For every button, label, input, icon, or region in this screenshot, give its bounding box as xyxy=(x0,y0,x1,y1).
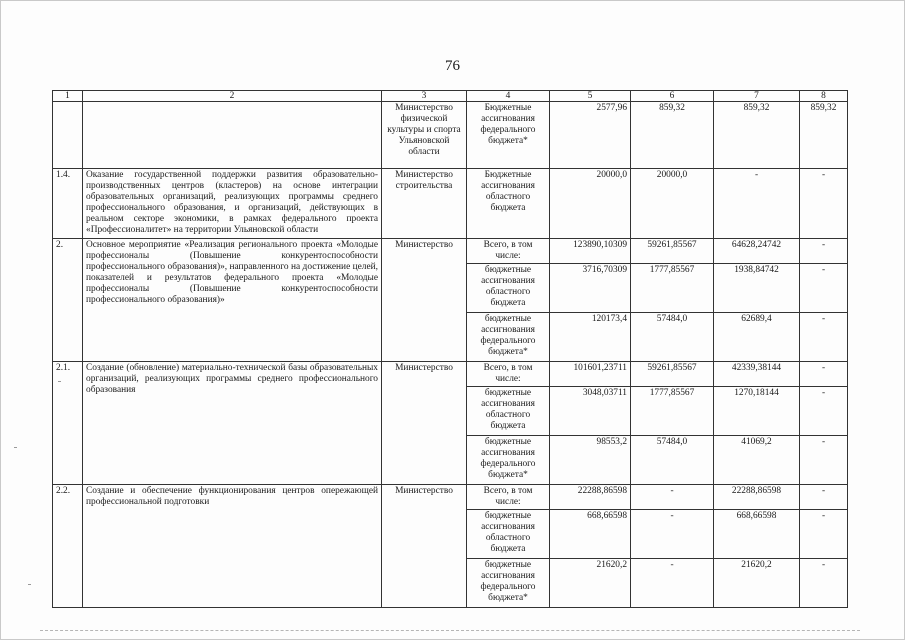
value-col5: 20000,0 xyxy=(550,169,631,239)
row-number xyxy=(53,102,83,169)
row-number: 2.2. xyxy=(53,485,83,608)
table-row xyxy=(53,239,848,264)
row-executor: Министерство строительства xyxy=(382,169,467,239)
value-col6: 57484,0 xyxy=(631,436,714,485)
value-col6: 57484,0 xyxy=(631,313,714,362)
value-col6: 1777,85567 xyxy=(631,264,714,313)
value-col6: 859,32 xyxy=(631,102,714,169)
funding-source: Всего, в том числе: xyxy=(467,239,550,264)
value-col8: - xyxy=(800,436,848,485)
value-col8: - xyxy=(800,313,848,362)
scan-speck xyxy=(14,447,17,448)
column-header-4: 4 xyxy=(467,91,550,102)
value-col8: - xyxy=(800,362,848,387)
row-name: Оказание государственной поддержки развития образовательно-производственных центров (кластеров) на основе интеграции образовательных организаций, реализующих программы среднего профессионального образования, и организаций, действующих в реальном секторе экономики, в рамках федерального проекта «Профессионалитет» на территории Ульяновской области xyxy=(83,169,382,239)
row-number: 1.4. xyxy=(53,169,83,239)
row-name: Основное мероприятие «Реализация регионального проекта «Молодые профессионалы (Повышение конкурентоспособности профессионального образования)», направленного на достижение целей, показателей и результатов федерального проекта «Молодые профессионалы (Повышение конкурентоспособности профессионального образования)» xyxy=(83,239,382,362)
value-col7: 62689,4 xyxy=(714,313,800,362)
value-col6: 20000,0 xyxy=(631,169,714,239)
table-row xyxy=(53,485,848,510)
column-header-3: 3 xyxy=(382,91,467,102)
funding-source: Бюджетные ассигнования федерального бюджета* xyxy=(467,102,550,169)
value-col5: 21620,2 xyxy=(550,559,631,608)
value-col5: 3048,03711 xyxy=(550,387,631,436)
row-name xyxy=(83,102,382,169)
value-col7: 859,32 xyxy=(714,102,800,169)
column-header-1: 1 xyxy=(53,91,83,102)
funding-source: бюджетные ассигнования федерального бюджета* xyxy=(467,559,550,608)
header-row xyxy=(53,91,848,102)
value-col5: 123890,10309 xyxy=(550,239,631,264)
funding-source: Всего, в том числе: xyxy=(467,485,550,510)
value-col5: 120173,4 xyxy=(550,313,631,362)
row-executor: Министерство xyxy=(382,485,467,608)
value-col7: - xyxy=(714,169,800,239)
value-col6: 59261,85567 xyxy=(631,239,714,264)
value-col5: 2577,96 xyxy=(550,102,631,169)
page-number: 76 xyxy=(445,58,460,74)
funding-source: Бюджетные ассигнования областного бюджета xyxy=(467,169,550,239)
value-col5: 101601,23711 xyxy=(550,362,631,387)
scan-speck xyxy=(28,584,31,585)
column-header-8: 8 xyxy=(800,91,848,102)
value-col8: - xyxy=(800,559,848,608)
value-col7: 1270,18144 xyxy=(714,387,800,436)
value-col5: 22288,86598 xyxy=(550,485,631,510)
value-col7: 42339,38144 xyxy=(714,362,800,387)
row-executor: Министерство физической культуры и спорта Ульяновской области xyxy=(382,102,467,169)
row-name: Создание (обновление) материально-технической базы образовательных организаций, реализующих программы среднего профессионального образования xyxy=(83,362,382,485)
value-col7: 1938,84742 xyxy=(714,264,800,313)
table-row xyxy=(53,102,848,169)
value-col5: 3716,70309 xyxy=(550,264,631,313)
funding-source: Всего, в том числе: xyxy=(467,362,550,387)
value-col6: 1777,85567 xyxy=(631,387,714,436)
column-header-6: 6 xyxy=(631,91,714,102)
column-header-7: 7 xyxy=(714,91,800,102)
table-row xyxy=(53,169,848,239)
value-col8: - xyxy=(800,169,848,239)
scan-edge-line xyxy=(40,630,860,631)
table-row xyxy=(53,362,848,387)
budget-table xyxy=(52,90,848,608)
value-col8: - xyxy=(800,510,848,559)
value-col7: 22288,86598 xyxy=(714,485,800,510)
value-col8: - xyxy=(800,239,848,264)
column-header-2: 2 xyxy=(83,91,382,102)
value-col8: - xyxy=(800,264,848,313)
funding-source: бюджетные ассигнования областного бюджета xyxy=(467,387,550,436)
value-col5: 668,66598 xyxy=(550,510,631,559)
funding-source: бюджетные ассигнования федерального бюджета* xyxy=(467,436,550,485)
column-header-5: 5 xyxy=(550,91,631,102)
funding-source: бюджетные ассигнования областного бюджета xyxy=(467,264,550,313)
scan-speck xyxy=(58,381,61,382)
funding-source: бюджетные ассигнования областного бюджета xyxy=(467,510,550,559)
row-number: 2. xyxy=(53,239,83,362)
value-col6: - xyxy=(631,559,714,608)
row-name: Создание и обеспечение функционирования центров опережающей профессиональной подготовки xyxy=(83,485,382,608)
row-executor: Министерство xyxy=(382,362,467,485)
value-col8: - xyxy=(800,387,848,436)
value-col7: 668,66598 xyxy=(714,510,800,559)
value-col6: - xyxy=(631,510,714,559)
row-executor: Министерство xyxy=(382,239,467,362)
row-number: 2.1. xyxy=(53,362,83,485)
value-col7: 64628,24742 xyxy=(714,239,800,264)
value-col7: 41069,2 xyxy=(714,436,800,485)
value-col8: 859,32 xyxy=(800,102,848,169)
value-col8: - xyxy=(800,485,848,510)
value-col5: 98553,2 xyxy=(550,436,631,485)
value-col6: 59261,85567 xyxy=(631,362,714,387)
funding-source: бюджетные ассигнования федерального бюджета* xyxy=(467,313,550,362)
value-col6: - xyxy=(631,485,714,510)
value-col7: 21620,2 xyxy=(714,559,800,608)
